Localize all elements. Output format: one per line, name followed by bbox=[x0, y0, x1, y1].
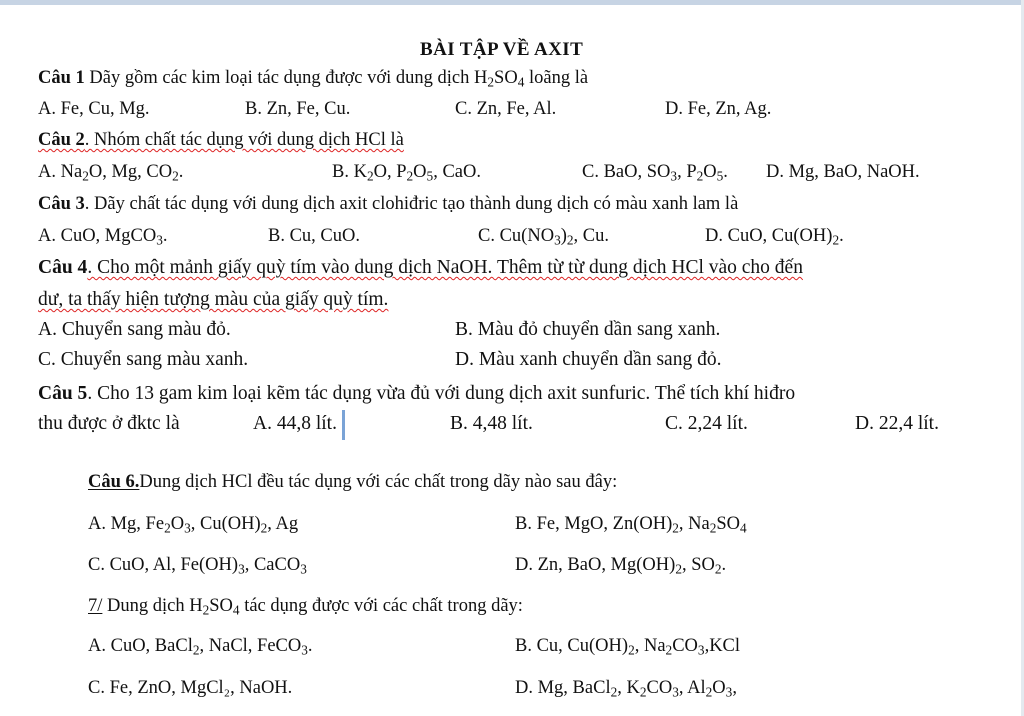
q6-option-d: D. Zn, BaO, $Mg(OH)_2$, $SO_2$. bbox=[515, 555, 727, 577]
text-cursor bbox=[342, 410, 345, 440]
q5-option-d: D. 22,4 lít. bbox=[855, 413, 939, 434]
q2-option-b: B. $K_2O$, $P_2O_5$, CaO. bbox=[332, 162, 481, 184]
q3-option-c: C. $Cu(NO_3)_2$, Cu. bbox=[478, 226, 610, 248]
q1-option-a: A. Fe, Cu, Mg. bbox=[38, 99, 150, 119]
q4-option-a: A. Chuyển sang màu đỏ. bbox=[38, 319, 231, 340]
q1-option-d: D. Fe, Zn, Ag. bbox=[665, 99, 772, 119]
q6-option-b: B. Fe, MgO, $Zn(OH)_2$, $Na_2SO_4$ bbox=[515, 514, 747, 536]
q4-stem-line2: dư, ta thấy hiện tượng màu của giấy quỳ tím. bbox=[38, 289, 389, 310]
q4-label: Câu 4 bbox=[38, 257, 88, 278]
q1-option-c: C. Zn, Fe, Al. bbox=[455, 99, 557, 119]
q7-option-b: B. Cu, $Cu(OH)_2$, $Na_2CO_3,KCl$ bbox=[515, 636, 741, 658]
q5-option-a: A. 44,8 lít. bbox=[253, 413, 337, 434]
q4-stem-line1: Câu 4. Cho một mảnh giấy quỳ tím vào dung dịch NaOH. Thêm từ từ dung dịch HCl vào cho đến bbox=[38, 257, 803, 278]
page-title: BÀI TẬP VỀ AXIT bbox=[420, 39, 584, 60]
q6-option-a: A. Mg, $Fe_2O_3$, $Cu(OH)_2$, Ag bbox=[88, 514, 299, 536]
q3-stem: Câu 3. Dãy chất tác dụng với dung dịch axit clohiđric tạo thành dung dịch có màu xanh lam là bbox=[38, 194, 739, 214]
q7-stem: 7/ Dung dịch $H_2SO_4$ tác dụng được với các chất trong dãy: bbox=[88, 596, 523, 618]
q3-option-b: B. Cu, CuO. bbox=[268, 226, 361, 246]
q2-option-a: A. $Na_2O$, Mg, $CO_2$. bbox=[38, 162, 184, 184]
q1-label: Câu 1 bbox=[38, 68, 85, 88]
q5-stem-line1: Câu 5. Cho 13 gam kim loại kẽm tác dụng vừa đủ với dung dịch axit sunfuric. Thể tích khí hiđro bbox=[38, 383, 796, 404]
q3-option-a: A. CuO, MgCO$_3$. bbox=[38, 226, 168, 248]
q4-option-b: B. Màu đỏ chuyển dần sang xanh. bbox=[455, 319, 721, 340]
q6-label: Câu 6. bbox=[88, 472, 140, 492]
q5-label: Câu 5 bbox=[38, 383, 88, 404]
q2-option-c: C. BaO, $SO_3$, $P_2O_5$. bbox=[582, 162, 728, 184]
q3-label: Câu 3 bbox=[38, 194, 85, 214]
q5-option-c: C. 2,24 lít. bbox=[665, 413, 748, 434]
top-border bbox=[0, 0, 1024, 5]
q6-option-c: C. CuO, Al, $Fe(OH)_3$, CaCO$_3$ bbox=[88, 555, 307, 577]
q7-option-c: C. Fe, ZnO, MgCl₂, NaOH. bbox=[88, 678, 293, 698]
q1-option-b: B. Zn, Fe, Cu. bbox=[245, 99, 351, 119]
q6-stem: Câu 6.Dung dịch HCl đều tác dụng với các chất trong dãy nào sau đây: bbox=[88, 472, 618, 492]
q2-stem: Câu 2. Nhóm chất tác dụng với dung dịch HCl là bbox=[38, 130, 404, 150]
q1-stem: Câu 1 Dãy gồm các kim loại tác dụng được với dung dịch $H_2SO_4$ loãng là bbox=[38, 68, 589, 90]
q5-option-b: B. 4,48 lít. bbox=[450, 413, 533, 434]
q4-option-d: D. Màu xanh chuyển dần sang đỏ. bbox=[455, 349, 722, 370]
q7-label: 7/ bbox=[88, 596, 103, 616]
q3-option-d: D. CuO, $Cu(OH)_2$. bbox=[705, 226, 844, 248]
q5-stem-line2: thu được ở đktc là bbox=[38, 413, 180, 434]
q2-option-d: D. Mg, BaO, NaOH. bbox=[766, 162, 920, 182]
q7-option-d: D. Mg, BaCl$_2$, $K_2CO_3$, $Al_2O_3$, bbox=[515, 678, 737, 700]
q2-label: Câu 2 bbox=[38, 130, 85, 150]
q4-option-c: C. Chuyển sang màu xanh. bbox=[38, 349, 249, 370]
q7-option-a: A. CuO, BaCl$_2$, NaCl, FeCO$_3$. bbox=[88, 636, 313, 658]
